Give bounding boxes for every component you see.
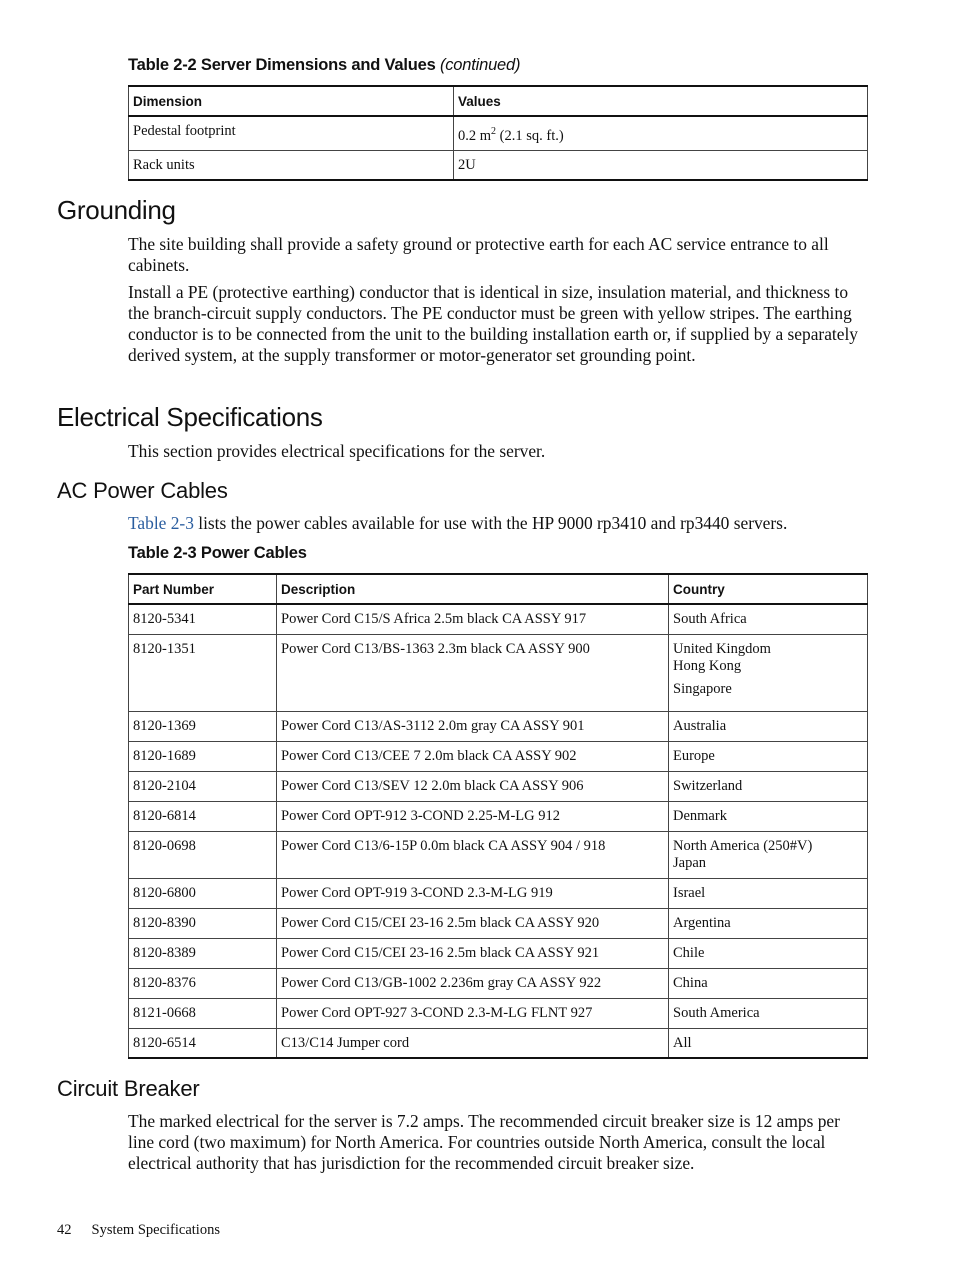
part-number-cell: 8120-5341 <box>129 604 277 634</box>
ac-power-intro-text: lists the power cables available for use with the HP 9000 rp3410 and rp3440 servers. <box>193 513 788 533</box>
table-row <box>129 1028 868 1058</box>
description-cell: Power Cord C13/BS-1363 2.3m black CA ASSY 900 <box>277 634 669 711</box>
electrical-specifications-heading: Electrical Specifications <box>57 402 323 432</box>
part-number-cell: 8120-8390 <box>129 908 277 938</box>
part-number-cell: 8120-8376 <box>129 968 277 998</box>
table-row <box>129 801 868 831</box>
description-cell: Power Cord OPT-912 3-COND 2.25-M-LG 912 <box>277 801 669 831</box>
country-cell: South Africa <box>669 604 868 634</box>
part-number-cell: 8121-0668 <box>129 998 277 1028</box>
country-cell: Australia <box>669 711 868 741</box>
circuit-breaker-paragraph: The marked electrical for the server is 7.2 amps. The recommended circuit breaker size is 12 amps per line cord (two maximum) for North America. For countries outside North America, consult the local electrical authority that has jurisdiction for the recommended circuit breaker size. <box>128 1111 840 1173</box>
part-number-cell: 8120-2104 <box>129 771 277 801</box>
table-row <box>129 938 868 968</box>
table-header-row <box>129 574 868 604</box>
description-cell: Power Cord C13/GB-1002 2.236m gray CA ASSY 922 <box>277 968 669 998</box>
table-header-row <box>129 86 868 116</box>
description-cell: Power Cord C13/CEE 7 2.0m black CA ASSY 902 <box>277 741 669 771</box>
electrical-intro: This section provides electrical specifications for the server. <box>128 441 546 461</box>
country-cell: All <box>669 1028 868 1058</box>
footer-section-title: System Specifications <box>91 1222 220 1238</box>
circuit-breaker-heading: Circuit Breaker <box>57 1076 200 1101</box>
table-row <box>129 711 868 741</box>
part-number-cell: 8120-0698 <box>129 831 277 878</box>
part-number-cell: 8120-6514 <box>129 1028 277 1058</box>
description-cell: Power Cord C13/6-15P 0.0m black CA ASSY 904 / 918 <box>277 831 669 878</box>
table-row <box>129 998 868 1028</box>
server-dimensions-table <box>128 85 868 181</box>
part-number-cell: 8120-6800 <box>129 878 277 908</box>
part-number-cell: 8120-6814 <box>129 801 277 831</box>
country-cell: South America <box>669 998 868 1028</box>
table-row <box>129 604 868 634</box>
description-cell: Power Cord C13/SEV 12 2.0m black CA ASSY 906 <box>277 771 669 801</box>
description-cell: C13/C14 Jumper cord <box>277 1028 669 1058</box>
description-cell: Power Cord C15/CEI 23-16 2.5m black CA ASSY 921 <box>277 938 669 968</box>
grounding-heading: Grounding <box>57 195 176 225</box>
ac-power-cables-heading: AC Power Cables <box>57 478 228 503</box>
column-header-country: Country <box>669 574 868 604</box>
country-line: United Kingdom <box>673 640 771 657</box>
table-row <box>129 150 868 180</box>
country-cell <box>669 634 868 711</box>
column-header-dimension: Dimension <box>129 86 454 116</box>
table-row <box>129 878 868 908</box>
description-cell: Power Cord C13/AS-3112 2.0m gray CA ASSY 901 <box>277 711 669 741</box>
dimension-cell: Pedestal footprint <box>129 116 454 150</box>
table-2-2-caption-continued: (continued) <box>439 56 521 74</box>
part-number-cell: 8120-1369 <box>129 711 277 741</box>
value-rest: (2.1 sq. ft.) <box>496 127 564 144</box>
page-footer <box>57 1222 220 1239</box>
country-cell: Argentina <box>669 908 868 938</box>
power-cables-table <box>128 573 868 1059</box>
table-row <box>129 831 868 878</box>
value-main: 0.2 m <box>458 127 492 144</box>
description-cell: Power Cord C15/S Africa 2.5m black CA ASSY 917 <box>277 604 669 634</box>
dimension-cell: Rack units <box>129 150 454 180</box>
country-cell: Chile <box>669 938 868 968</box>
country-cell: Denmark <box>669 801 868 831</box>
part-number-cell: 8120-1351 <box>129 634 277 711</box>
description-cell: Power Cord OPT-927 3-COND 2.3-M-LG FLNT 927 <box>277 998 669 1028</box>
table-row <box>129 771 868 801</box>
country-line: Japan <box>673 854 707 871</box>
value-cell: 2U <box>454 150 868 180</box>
country-line: Singapore <box>673 680 732 697</box>
grounding-paragraph-2: Install a PE (protective earthing) conductor that is identical in size, insulation material, and thickness to the branch-circuit supply conductors. The PE conductor must be green with yellow stripes. The earthing conductor is to be connected from the unit to the building installation earth or, if supplied by a separately derived system, at the supply transformer or motor-generator set grounding point. <box>128 282 858 365</box>
description-cell: Power Cord OPT-919 3-COND 2.3-M-LG 919 <box>277 878 669 908</box>
table-2-3-link[interactable]: Table 2-3 <box>128 513 194 533</box>
country-cell: China <box>669 968 868 998</box>
part-number-cell: 8120-8389 <box>129 938 277 968</box>
table-row <box>129 908 868 938</box>
country-line: Hong Kong <box>673 657 742 674</box>
table-row <box>129 968 868 998</box>
table-2-2-caption <box>128 56 520 75</box>
value-superscript: 2 <box>491 126 497 137</box>
column-header-description: Description <box>277 574 669 604</box>
description-cell: Power Cord C15/CEI 23-16 2.5m black CA ASSY 920 <box>277 908 669 938</box>
country-cell <box>669 831 868 878</box>
column-header-values: Values <box>454 86 868 116</box>
column-header-part-number: Part Number <box>129 574 277 604</box>
grounding-paragraph-1: The site building shall provide a safety ground or protective earth for each AC service entrance to all cabinets. <box>128 234 829 275</box>
table-row <box>129 634 868 711</box>
value-cell <box>454 116 868 150</box>
country-cell: Europe <box>669 741 868 771</box>
table-row <box>129 741 868 771</box>
country-cell: Switzerland <box>669 771 868 801</box>
table-2-3-caption: Table 2-3 Power Cables <box>128 544 307 562</box>
country-cell: Israel <box>669 878 868 908</box>
ac-power-intro <box>128 513 870 534</box>
part-number-cell: 8120-1689 <box>129 741 277 771</box>
country-line: North America (250#V) <box>673 837 813 854</box>
table-row <box>129 116 868 150</box>
page-number: 42 <box>57 1222 72 1238</box>
table-2-2-caption-text: Table 2-2 Server Dimensions and Values <box>128 56 436 74</box>
